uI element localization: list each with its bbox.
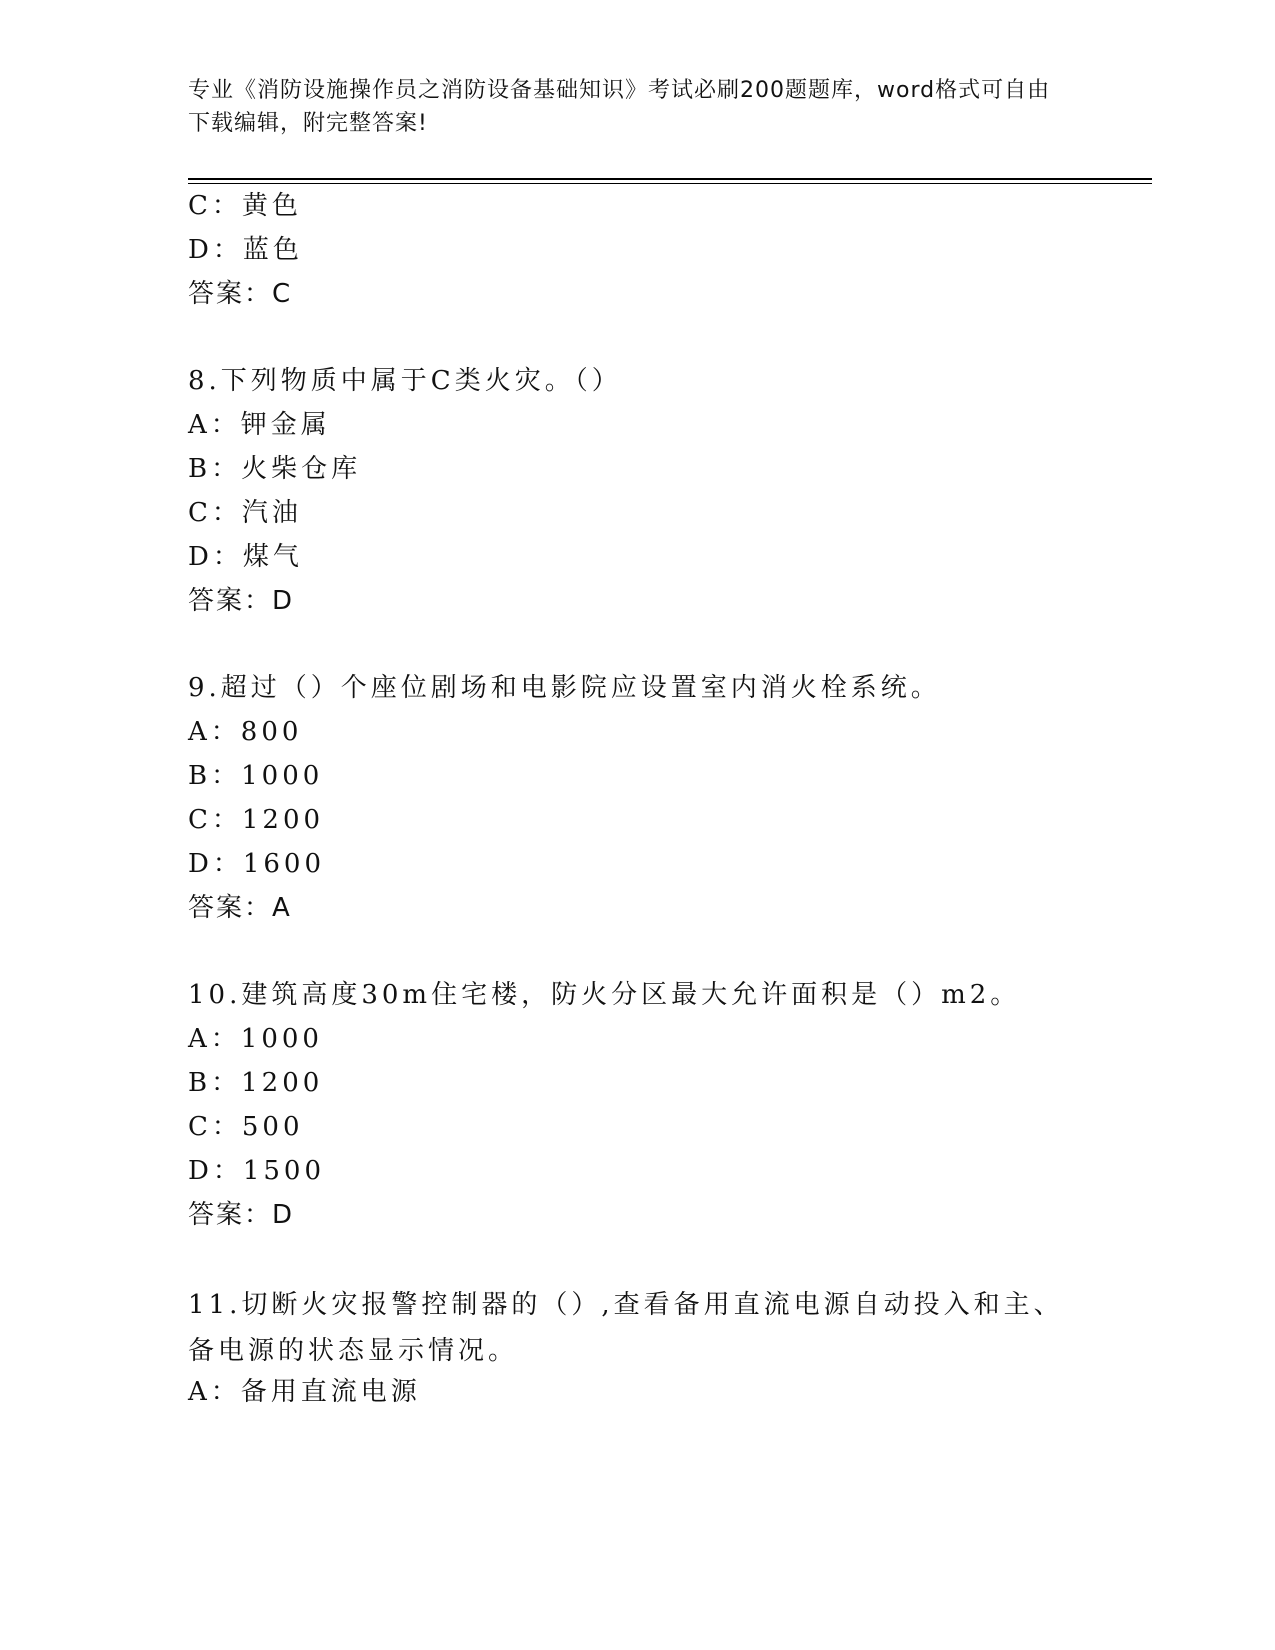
header-divider-thick — [188, 178, 1152, 180]
question-9-answer: 答案：A — [188, 893, 292, 923]
question-8-option-b: B：火柴仓库 — [188, 454, 362, 484]
prev-question-answer: 答案：C — [188, 279, 293, 309]
question-9-option-a: A：800 — [188, 717, 303, 747]
question-8-option-c: C：汽油 — [188, 498, 302, 528]
question-8-option-a: A：钾金属 — [188, 410, 331, 440]
question-9-option-c: C：1200 — [188, 805, 325, 835]
question-10-option-d: D：1500 — [188, 1156, 326, 1186]
question-10-option-b: B：1200 — [188, 1068, 324, 1098]
question-8-option-d: D：煤气 — [188, 542, 303, 572]
document-header-title: 专业《消防设施操作员之消防设备基础知识》考试必刷200题题库，word格式可自由下载编辑，附完整答案! — [188, 78, 1051, 136]
question-10-answer: 答案：D — [188, 1200, 295, 1230]
question-8-answer: 答案：D — [188, 586, 295, 616]
prev-question-option-d: D：蓝色 — [188, 235, 303, 265]
question-11-stem: 11.切断火灾报警控制器的（）,查看备用直流电源自动投入和主、备电源的状态显示情况。 — [188, 1290, 1064, 1366]
header-divider-thin — [188, 183, 1152, 184]
question-9-option-b: B：1000 — [188, 761, 324, 791]
prev-question-option-c: C：黄色 — [188, 191, 302, 221]
question-11-option-a: A：备用直流电源 — [188, 1377, 421, 1407]
question-8-stem: 8.下列物质中属于C类火灾。（） — [188, 366, 622, 396]
question-10-stem: 10.建筑高度30m住宅楼，防火分区最大允许面积是（）m2。 — [188, 980, 1021, 1010]
question-9-option-d: D：1600 — [188, 849, 326, 879]
question-10-option-c: C：500 — [188, 1112, 304, 1142]
question-10-option-a: A：1000 — [188, 1024, 323, 1054]
question-9-stem: 9.超过（）个座位剧场和电影院应设置室内消火栓系统。 — [188, 673, 941, 703]
